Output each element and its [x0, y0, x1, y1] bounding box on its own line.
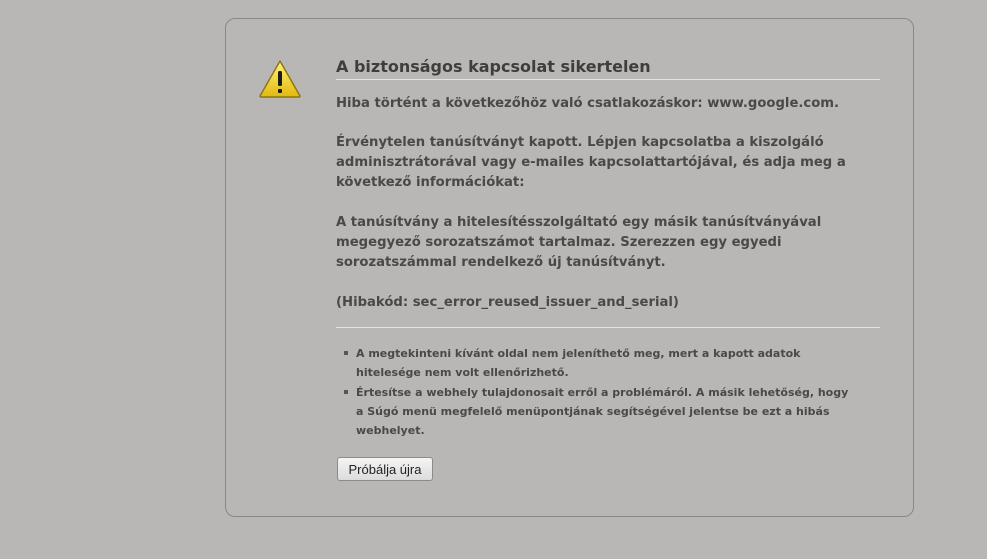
hint-text: Értesítse a webhely tulajdonosait erről a problémáról. A másik lehetőség, hogy a Súgó menü megfelelő menüpontjának segítségével jelentse be ezt a hibás webhelyet.: [356, 386, 849, 437]
bullet-icon: [344, 390, 348, 394]
error-title: A biztonságos kapcsolat sikertelen: [336, 57, 880, 80]
error-short-desc: Hiba történt a következőhöz való csatlakozáskor: www.google.com.: [336, 96, 840, 111]
hint-item: [344, 344, 856, 382]
error-paragraph: A tanúsítvány a hitelesítésszolgáltató egy másik tanúsítványával megegyező sorozatszámot tartalmaz. Szerezzen egy egyedi sorozatszámmal rendelkező új tanúsítványt.: [336, 215, 822, 270]
error-code: (Hibakód: sec_error_reused_issuer_and_serial): [336, 295, 679, 310]
divider: [336, 327, 880, 328]
bullet-icon: [344, 351, 348, 355]
hint-text: A megtekinteni kívánt oldal nem jeleníthető meg, mert a kapott adatok hitelesége nem volt ellenőrizhető.: [356, 347, 801, 379]
error-paragraph: Érvénytelen tanúsítványt kapott. Lépjen kapcsolatba a kiszolgáló adminisztrátorával vagy e-mailes kapcsolattartójával, és adja meg a következő információkat:: [336, 135, 846, 190]
hint-item: [344, 383, 856, 440]
hint-list: [336, 344, 880, 440]
error-content: [336, 57, 880, 441]
error-panel: [225, 18, 914, 517]
warning-icon: [258, 59, 302, 99]
try-again-button[interactable]: Próbálja újra: [337, 457, 433, 481]
